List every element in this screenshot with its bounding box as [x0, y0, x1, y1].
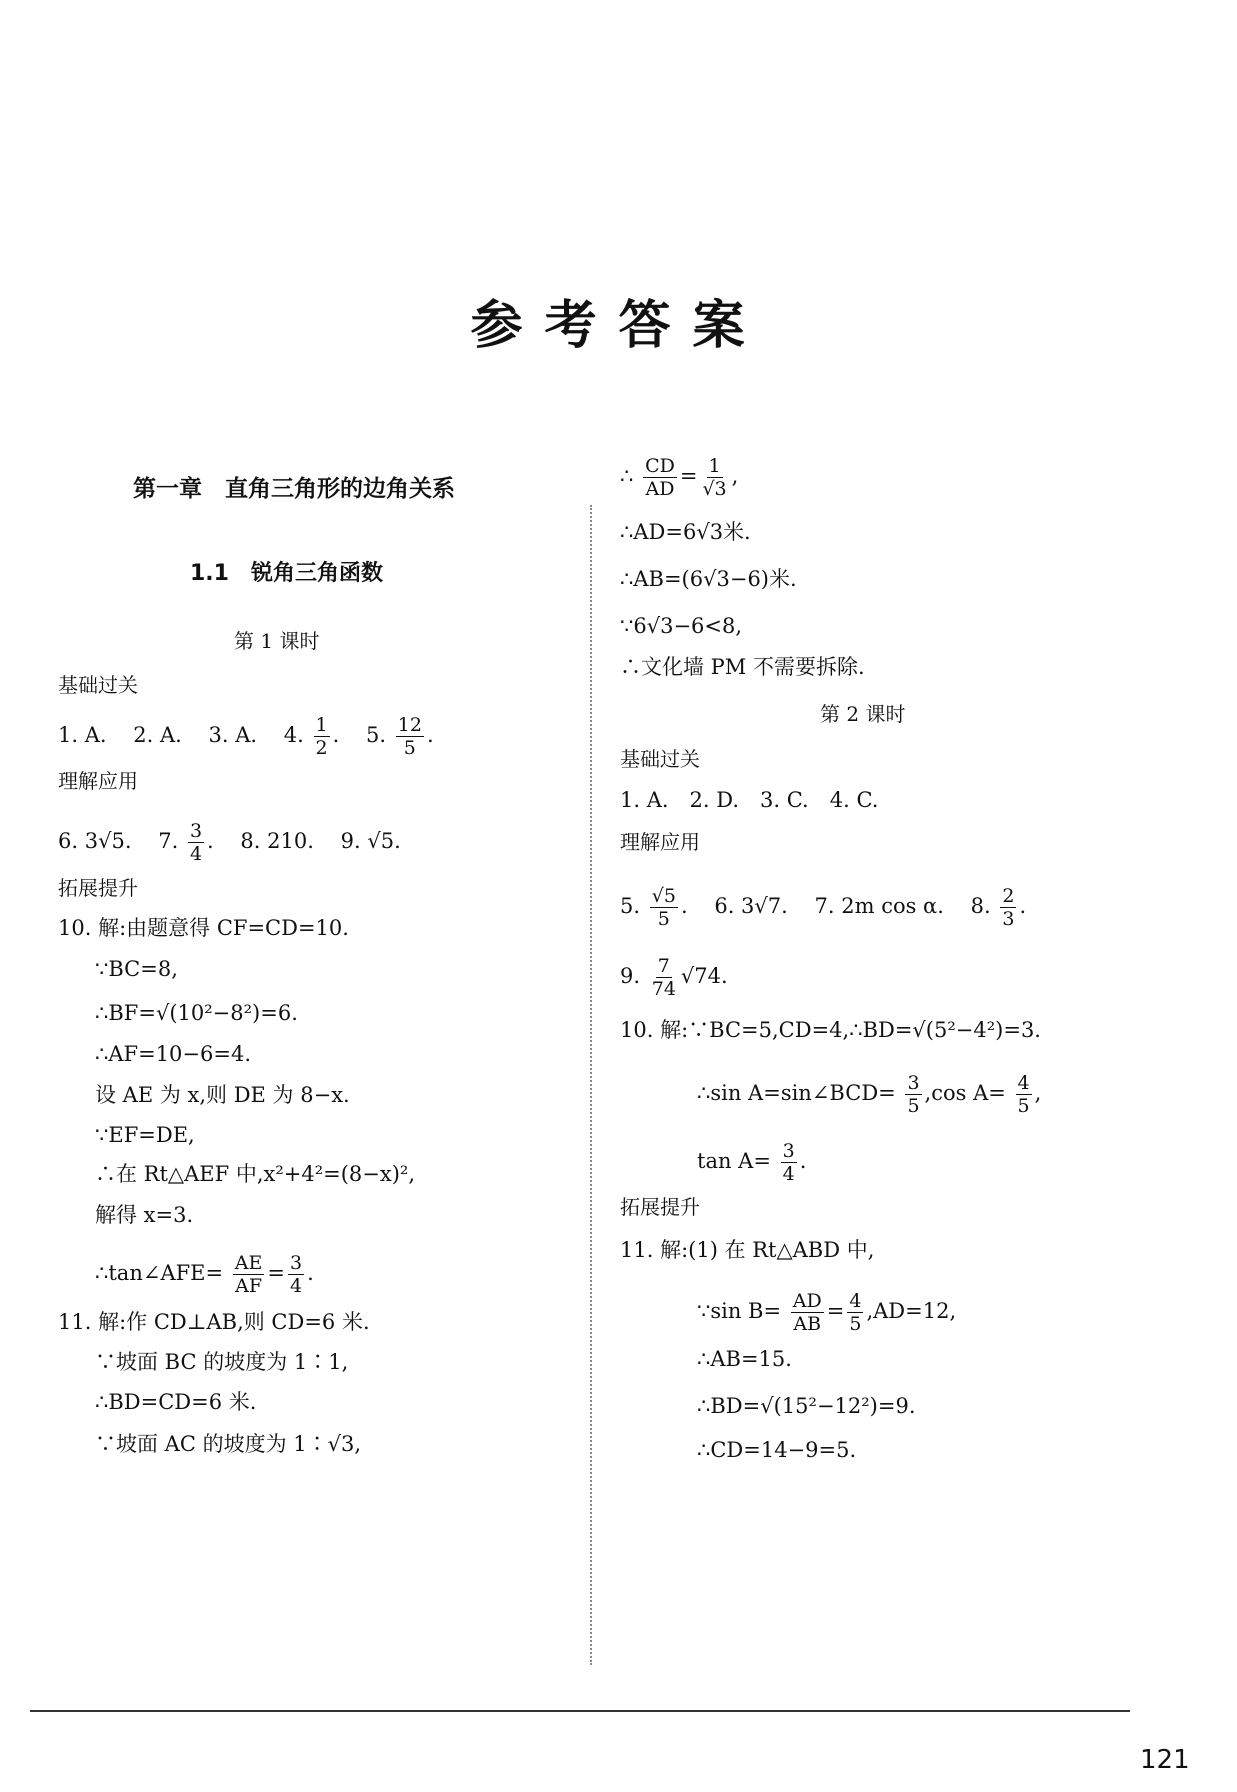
- q10-line-1: 10. 解:由题意得 CF=CD=10.: [58, 916, 349, 940]
- q11-line-4: ∵坡面 AC 的坡度为 1∶√3,: [95, 1432, 362, 1456]
- basic-label-right: 基础过关: [620, 747, 700, 771]
- answer-8: 8. 210.: [240, 829, 314, 853]
- answer-9: 9. √5.: [340, 829, 401, 853]
- r-q10-line-3: tan A= $\frac{3}{4}$ .: [697, 1140, 807, 1185]
- r-answers-5-8: 5. $\frac{√5}{5}$ . 6. 3√7. 7. 2m cos α. 8. $\frac{2}{3}$ .: [620, 885, 1027, 930]
- lesson-heading-2: 第 2 课时: [820, 702, 906, 726]
- r-q11-line-2: ∵sin B= $\frac{AD}{AB}$ = $\frac{4}{5}$ ,AD=12,: [697, 1290, 957, 1335]
- chapter-heading: 第一章 直角三角形的边角关系: [133, 476, 455, 502]
- answer-2: 2. A.: [133, 723, 182, 747]
- basic-label-left: 基础过关: [58, 673, 138, 697]
- fraction-r-q9: $\frac{7}{74}$: [651, 955, 676, 1000]
- r-answer-9: 9. $\frac{7}{74}$ √74.: [620, 955, 728, 1000]
- r-line-2: ∴AD=6√3米.: [620, 520, 751, 544]
- apply-label-right: 理解应用: [620, 830, 700, 854]
- fraction-ad-ab: $\frac{AD}{AB}$: [792, 1290, 822, 1335]
- fraction-cd-ad: $\frac{CD}{AD}$: [645, 455, 675, 500]
- page-number: 121: [1140, 1745, 1190, 1775]
- apply-label-left: 理解应用: [58, 769, 138, 793]
- section-heading: 1.1 锐角三角函数: [190, 561, 383, 586]
- r-line-1: ∴ $\frac{CD}{AD}$ = $\frac{1}{√3}$ ,: [620, 455, 739, 500]
- answers-6-9: 6. 3√5. 7. $\frac{3}{4}$ . 8. 210. 9. √5.: [58, 820, 401, 865]
- q10-line-2: ∵BC=8,: [95, 957, 178, 981]
- fraction-r-q10-sin: $\frac{3}{5}$: [907, 1072, 920, 1117]
- column-divider: [590, 505, 592, 1665]
- answer-4: 4.: [283, 723, 304, 747]
- q10-line-9: ∴tan∠AFE= $\frac{AE}{AF}$ = $\frac{3}{4}$ .: [95, 1252, 314, 1297]
- fraction-r-q10-tan: $\frac{3}{4}$: [782, 1140, 795, 1185]
- r-line-5: ∴文化墙 PM 不需要拆除.: [620, 655, 865, 679]
- extend-label-right: 拓展提升: [620, 1195, 700, 1219]
- r-line-3: ∴AB=(6√3−6)米.: [620, 567, 797, 591]
- answer-5: 5.: [366, 723, 387, 747]
- fraction-r-q8: $\frac{2}{3}$: [1002, 885, 1015, 930]
- fraction-r-q5: $\frac{√5}{5}$: [651, 885, 676, 930]
- fraction-r-q10-cos: $\frac{4}{5}$: [1017, 1072, 1030, 1117]
- page-title: 参考答案: [470, 296, 767, 356]
- r-line-4: ∵6√3−6<8,: [620, 614, 743, 638]
- r-q10-line-1: 10. 解:∵BC=5,CD=4,∴BD=√(5²−4²)=3.: [620, 1018, 1041, 1042]
- q11-line-3: ∴BD=CD=6 米.: [95, 1390, 257, 1414]
- extend-label-left: 拓展提升: [58, 876, 138, 900]
- q11-line-2: ∵坡面 BC 的坡度为 1∶1,: [95, 1350, 349, 1374]
- answer-1: 1. A.: [58, 723, 107, 747]
- fraction-q4: $\frac{1}{2}$: [315, 714, 328, 759]
- answers-1-5: 1. A. 2. A. 3. A. 4. $\frac{1}{2}$ . 5. $\frac{12}{5}$ .: [58, 714, 434, 759]
- q10-line-8: 解得 x=3.: [95, 1203, 194, 1227]
- answer-6: 6. 3√5.: [58, 829, 132, 853]
- r-q11-line-5: ∴CD=14−9=5.: [697, 1438, 857, 1462]
- fraction-q5: $\frac{12}{5}$: [397, 714, 422, 759]
- fraction-1-sqrt3: $\frac{1}{√3}$: [702, 455, 727, 500]
- answer-7: 7.: [158, 829, 179, 853]
- r-q11-line-3: ∴AB=15.: [697, 1347, 792, 1371]
- fraction-q7: $\frac{3}{4}$: [189, 820, 203, 865]
- r-q11-line-4: ∴BD=√(15²−12²)=9.: [697, 1394, 916, 1418]
- q10-line-7: ∴在 Rt△AEF 中,x²+4²=(8−x)²,: [95, 1162, 416, 1186]
- answer-3: 3. A.: [208, 723, 258, 747]
- r-answers-1-4: 1. A. 2. D. 3. C. 4. C.: [620, 788, 879, 812]
- q10-line-5: 设 AE 为 x,则 DE 为 8−x.: [95, 1083, 350, 1107]
- fraction-4-5: $\frac{4}{5}$: [849, 1290, 862, 1335]
- fraction-q10-result: $\frac{3}{4}$: [290, 1252, 303, 1297]
- r-q10-line-2: ∴sin A=sin∠BCD= $\frac{3}{5}$ ,cos A= $\frac{4}{5}$ ,: [697, 1072, 1042, 1117]
- r-q11-line-1: 11. 解:(1) 在 Rt△ABD 中,: [620, 1238, 875, 1262]
- q10-line-6: ∵EF=DE,: [95, 1123, 195, 1147]
- q10-line-4: ∴AF=10−6=4.: [95, 1042, 252, 1066]
- q11-line-1: 11. 解:作 CD⊥AB,则 CD=6 米.: [58, 1310, 370, 1334]
- fraction-ae-af: $\frac{AE}{AF}$: [234, 1252, 263, 1297]
- footer-rule: [30, 1710, 1130, 1712]
- q10-line-3: ∴BF=√(10²−8²)=6.: [95, 1001, 298, 1025]
- lesson-heading-1: 第 1 课时: [234, 629, 320, 653]
